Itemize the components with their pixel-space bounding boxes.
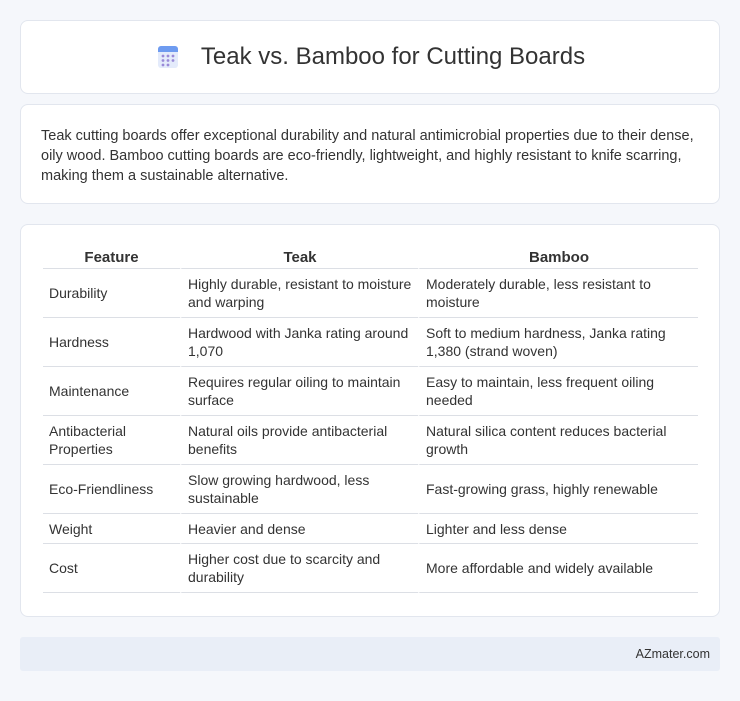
table-row [43, 318, 698, 367]
table-row [43, 544, 698, 593]
cell-teak: Hardwood with Janka rating around 1,070 [180, 318, 418, 367]
footer-site-link[interactable]: AZmater.com [635, 647, 710, 661]
cell-teak: Higher cost due to scarcity and durability [180, 544, 418, 593]
table-row [43, 514, 698, 544]
cell-bamboo: Soft to medium hardness, Janka rating 1,380 (strand woven) [418, 318, 698, 367]
document-icon [155, 44, 181, 70]
cell-feature: Cost [43, 544, 180, 593]
cell-teak: Highly durable, resistant to moisture and warping [180, 269, 418, 318]
table-row [43, 367, 698, 416]
title-card [20, 20, 720, 94]
cell-feature: Antibacterial Properties [43, 416, 180, 465]
header-teak: Teak [180, 245, 418, 269]
table-row [43, 465, 698, 514]
table-row [43, 269, 698, 318]
intro-text: Teak cutting boards offer exceptional durability and natural antimicrobial properties due to their dense, oily wood. Bamboo cutting boards are eco-friendly, lightweight, and highly resistant to knife scarring, making them a sustainable alternative. [41, 128, 694, 184]
cell-bamboo: Fast-growing grass, highly renewable [418, 465, 698, 514]
comparison-table [43, 245, 698, 593]
cell-feature: Weight [43, 514, 180, 544]
cell-teak: Natural oils provide antibacterial benefits [180, 416, 418, 465]
intro-card [20, 104, 720, 204]
cell-feature: Eco-Friendliness [43, 465, 180, 514]
header-bamboo: Bamboo [418, 245, 698, 269]
cell-teak: Slow growing hardwood, less sustainable [180, 465, 418, 514]
cell-bamboo: Moderately durable, less resistant to moisture [418, 269, 698, 318]
page-title: Teak vs. Bamboo for Cutting Boards [200, 43, 586, 70]
footer [20, 637, 720, 671]
cell-bamboo: Natural silica content reduces bacterial growth [418, 416, 698, 465]
cell-feature: Durability [43, 269, 180, 318]
cell-feature: Hardness [43, 318, 180, 367]
cell-teak: Requires regular oiling to maintain surface [180, 367, 418, 416]
cell-feature: Maintenance [43, 367, 180, 416]
cell-bamboo: Lighter and less dense [418, 514, 698, 544]
title-wrap [155, 43, 585, 71]
header-feature: Feature [43, 245, 180, 269]
table-header-row [43, 245, 698, 269]
comparison-table-card [20, 224, 720, 617]
cell-teak: Heavier and dense [180, 514, 418, 544]
table-row [43, 416, 698, 465]
cell-bamboo: More affordable and widely available [418, 544, 698, 593]
cell-bamboo: Easy to maintain, less frequent oiling needed [418, 367, 698, 416]
